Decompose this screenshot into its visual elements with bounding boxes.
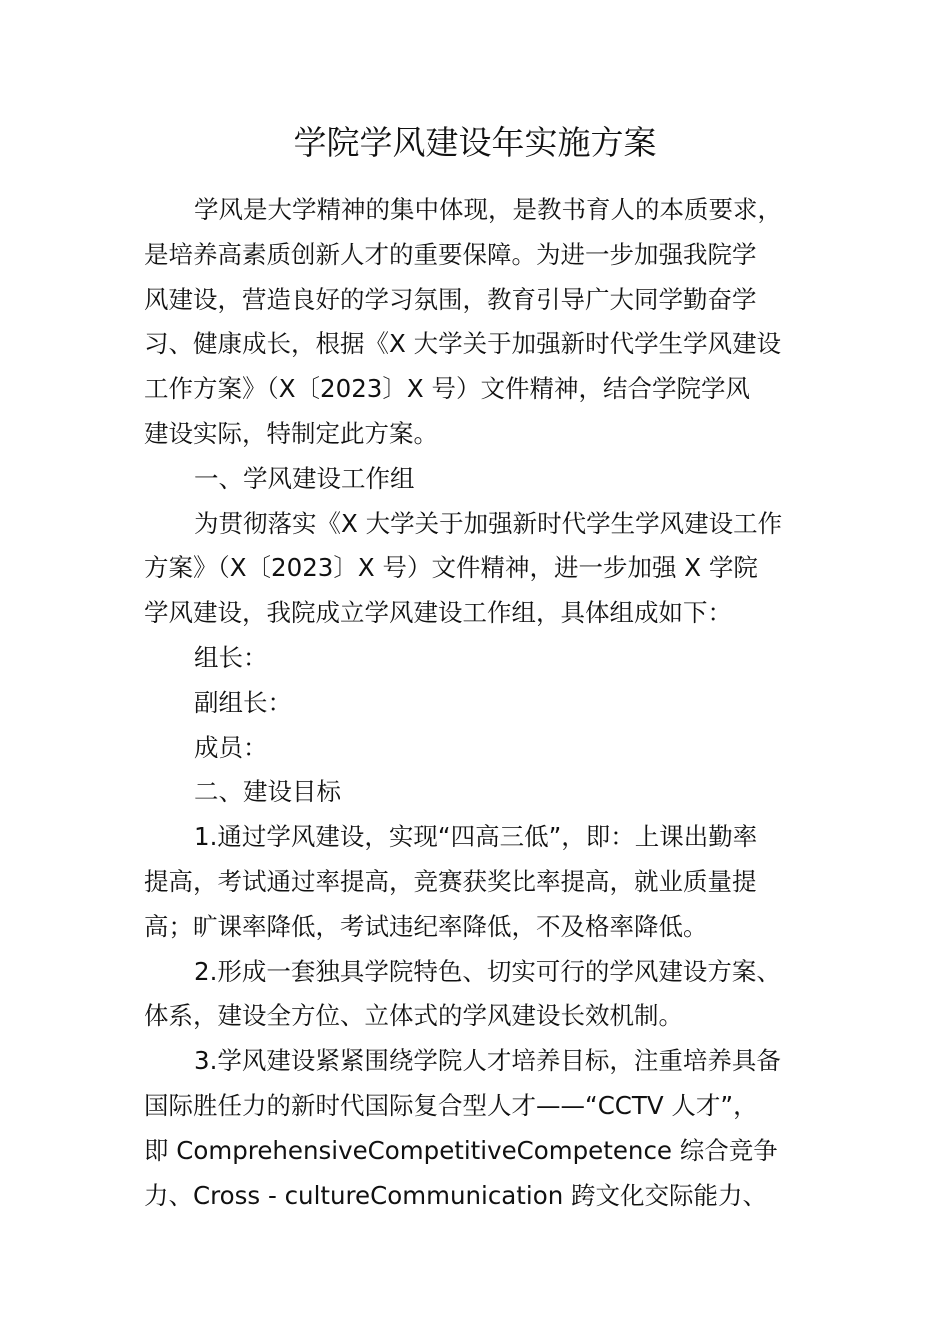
paragraph-line: 国际胜任力的新时代国际复合型人才——“CCTV 人才”，	[144, 1090, 758, 1120]
paragraph-line: 3.学风建设紧紧围绕学院人才培养目标，注重培养具备	[194, 1046, 781, 1076]
paragraph-line: 提高，考试通过率提高，竞赛获奖比率提高，就业质量提	[144, 866, 757, 896]
paragraph-line: 学风建设，我院成立学风建设工作组，具体组成如下：	[144, 598, 732, 628]
members-label: 成员：	[194, 732, 268, 762]
section-heading: 一、学风建设工作组	[194, 463, 415, 493]
paragraph-line: 工作方案》（X〔2023〕X 号）文件精神，结合学院学风	[144, 374, 750, 404]
document-title: 学院学风建设年实施方案	[293, 123, 657, 162]
paragraph-line: 是培养高素质创新人才的重要保障。为进一步加强我院学	[144, 239, 757, 269]
paragraph-line: 为贯彻落实《X 大学关于加强新时代学生学风建设工作	[194, 508, 783, 538]
section-heading: 二、建设目标	[194, 777, 341, 807]
paragraph-line: 习、健康成长，根据《X 大学关于加强新时代学生学风建设	[144, 329, 782, 359]
deputy-leader-label: 副组长：	[194, 687, 292, 717]
paragraph-line: 方案》（X〔2023〕X 号）文件精神，进一步加强 X 学院	[144, 553, 758, 583]
paragraph-line: 学风是大学精神的集中体现，是教书育人的本质要求，	[194, 195, 782, 224]
paragraph-line: 力、Cross - cultureCommunication 跨文化交际能力、	[144, 1180, 768, 1210]
leader-label: 组长：	[194, 642, 268, 672]
paragraph-line: 体系，建设全方位、立体式的学风建设长效机制。	[144, 1001, 683, 1031]
paragraph-line: 建设实际，特制定此方案。	[144, 418, 438, 448]
paragraph-line: 即 ComprehensiveCompetitiveCompetence 综合竞争	[144, 1135, 778, 1165]
paragraph-line: 2.形成一套独具学院特色、切实可行的学风建设方案、	[194, 956, 781, 986]
paragraph-line: 1.通过学风建设，实现“四高三低”，即：上课出勤率	[194, 822, 758, 852]
document-body	[144, 188, 816, 1218]
paragraph-line: 高；旷课率降低，考试违纪率降低，不及格率降低。	[144, 911, 708, 941]
paragraph-line: 风建设，营造良好的学习氛围，教育引导广大同学勤奋学	[144, 284, 757, 314]
